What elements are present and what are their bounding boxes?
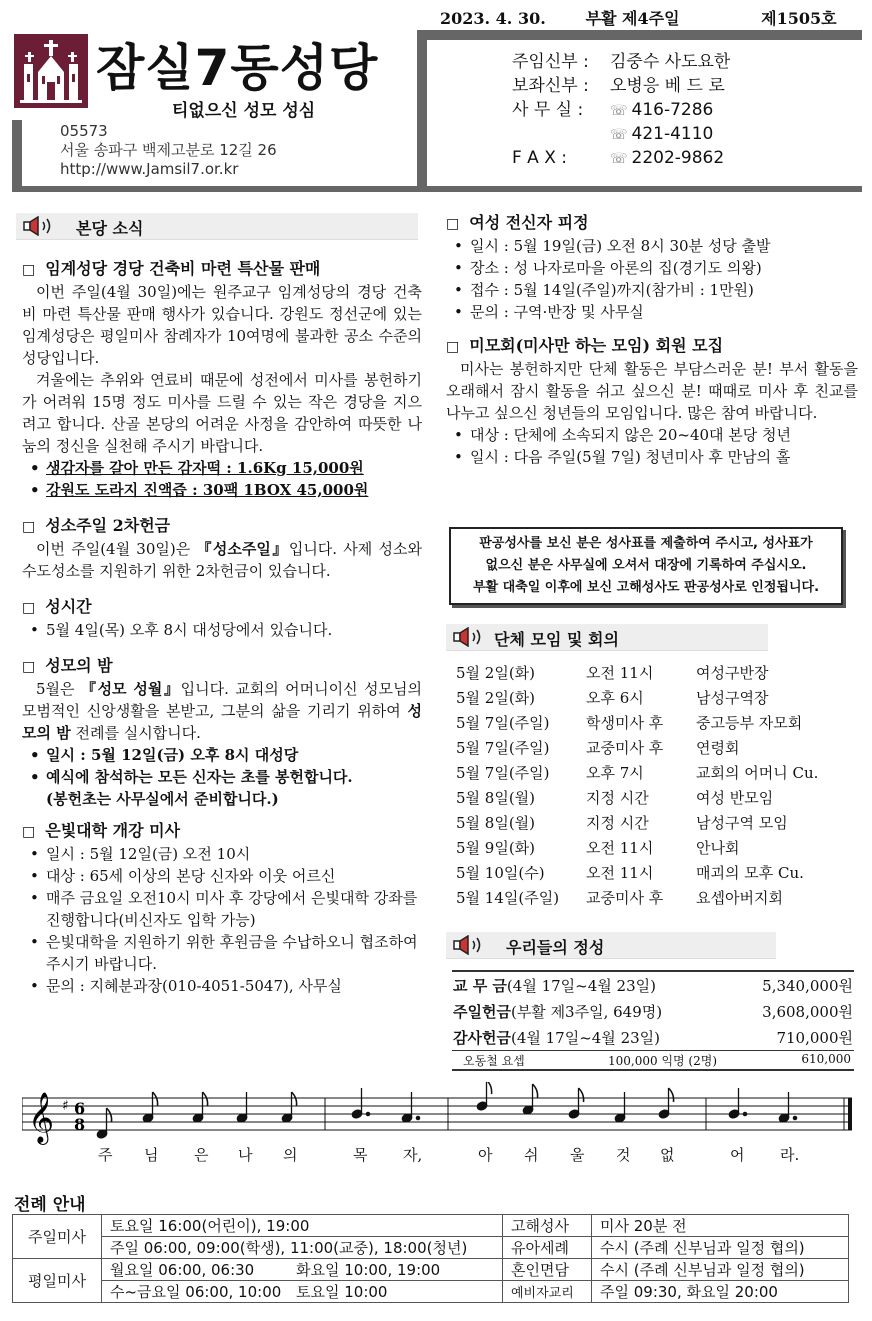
- text-run: 입니다. 교회의 어머니이신 성모님의 모범적인 신앙생활을 본받고, 그분의 삶을 기리기 위하여: [22, 680, 422, 720]
- note-flag: [153, 1092, 158, 1106]
- notice-line: 판공성사를 보신 분은 성사표를 제출하여 주시고, 성사표가: [479, 536, 813, 551]
- lyric-syllable: 없: [660, 1146, 675, 1164]
- square-bullet-icon: □: [22, 659, 36, 675]
- offering-row: [453, 975, 853, 996]
- website-link[interactable]: http://www.Jamsil7.or.kr: [60, 160, 239, 178]
- weekday-label: 평일미사: [13, 1259, 102, 1303]
- staff-row-office: [512, 98, 730, 122]
- right-value: 수시 (주례 신부님과 일정 협의): [592, 1237, 849, 1259]
- sunday-row1: 토요일 16:00(어린이), 19:00: [102, 1215, 503, 1237]
- lyric-syllable: 목: [353, 1146, 368, 1164]
- note-flag: [487, 1082, 492, 1094]
- table-row: [13, 1215, 849, 1237]
- news-item-title: [22, 655, 422, 678]
- staff-list: [512, 50, 730, 170]
- address-block: [60, 122, 277, 179]
- lyric-syllable: 아: [478, 1146, 493, 1164]
- list-item: • 생감자를 갈아 만든 감자떡 : 1.6Kg 15,000원: [22, 457, 422, 479]
- list-item: • 문의 : 지혜분과장(010-4051-5047), 사무실: [22, 975, 422, 997]
- note-dot: [416, 1116, 420, 1120]
- schedule-date: 5월 2일(화): [456, 689, 536, 707]
- offering-rule-bottom: [452, 1069, 854, 1071]
- offering-detail: (4월 17일~4월 23일): [510, 1029, 660, 1047]
- staff-row-office2: [512, 122, 730, 146]
- staff-row-fax: [512, 146, 730, 170]
- note-dot: [743, 1112, 747, 1116]
- lyric-syllable: 울: [570, 1146, 585, 1164]
- schedule-time: 오전 11시: [586, 664, 654, 682]
- section-offering-header: [446, 932, 776, 959]
- schedule-time: 오전 11시: [586, 864, 654, 882]
- offering-sub-amount: 610,000: [801, 1052, 851, 1066]
- staff-row-pastor: [512, 50, 730, 74]
- schedule-group: 여성구반장: [696, 664, 769, 682]
- liturgy-title: 전례 안내: [14, 1195, 86, 1215]
- schedule-time: 교중미사 후: [586, 889, 664, 907]
- list-item: • 장소 : 성 나자로마을 아론의 집(경기도 의왕): [446, 257, 858, 279]
- notice-line: 없으신 분은 사무실에 오셔서 대장에 기록하여 주십시오.: [485, 558, 807, 573]
- list-item: • 예식에 참석하는 모든 신자는 초를 봉헌합니다.: [22, 766, 422, 788]
- offering-row: [453, 1001, 853, 1022]
- schedule-time: 오전 11시: [586, 839, 654, 857]
- page-subtitle: 티없으신 성모 성심: [172, 101, 316, 121]
- note-flag: [107, 1108, 112, 1122]
- schedule-date: 5월 9일(화): [456, 839, 536, 857]
- schedule-group: 교회의 어머니 Cu.: [696, 764, 819, 782]
- schedule-group: 매괴의 모후 Cu.: [696, 864, 804, 882]
- table-row: [13, 1281, 849, 1303]
- list-item: • 은빛대학을 지원하기 위한 후원금을 수납하오니 협조하여 주시기 바랍니다.: [22, 931, 422, 975]
- schedule-date: 5월 7일(주일): [456, 764, 550, 782]
- phone-icon: ☏: [610, 127, 628, 143]
- staff-value: 2202-9862: [631, 148, 725, 168]
- phone-icon: ☏: [610, 151, 628, 167]
- heading-text: 임계성당 경당 건축비 마련 특산물 판매: [45, 259, 321, 278]
- schedule-date: 5월 7일(주일): [456, 739, 550, 757]
- lyric-syllable: 님: [144, 1146, 159, 1164]
- time-sig-bottom: 8: [74, 1115, 86, 1134]
- street-address: 서울 송파구 백제고분로 12길 26: [60, 141, 277, 159]
- heading-text: 은빛대학 개강 미사: [45, 821, 181, 840]
- schedule-date: 5월 14일(주일): [456, 889, 560, 907]
- right-value: 주일 09:30, 화요일 20:00: [592, 1281, 849, 1303]
- issue-week: 부활 제4주일: [585, 9, 680, 28]
- schedule-time: 오후 6시: [586, 689, 644, 707]
- staff-value: 오병응 베 드 로: [610, 76, 725, 96]
- list-item: • 매주 금요일 오전10시 미사 후 강당에서 은빛대학 강좌를 진행합니다(비신자도 입학 가능): [22, 887, 422, 931]
- right-value: 수시 (주례 신부님과 일정 협의): [592, 1259, 849, 1281]
- issue-line: [440, 6, 860, 29]
- news-item-title: [22, 596, 422, 619]
- sunday-row2: 주일 06:00, 09:00(학생), 11:00(교중), 18:00(청년): [102, 1237, 503, 1259]
- confession-notice-box: [449, 527, 843, 605]
- offering-sub-mid: 100,000 익명 (2명): [608, 1054, 718, 1068]
- paragraph: [22, 678, 422, 744]
- page-title: 잠실7동성당: [96, 39, 379, 97]
- issue-date: 2023. 4. 30.: [440, 9, 546, 28]
- section-groups-header: [446, 624, 768, 651]
- schedule-group: 남성구역 모임: [696, 814, 788, 832]
- table-row: [13, 1259, 849, 1281]
- square-bullet-icon: □: [446, 216, 460, 232]
- hymn-staff: [22, 1082, 858, 1182]
- paragraph: 겨울에는 추위와 연료비 때문에 성전에서 미사를 봉헌하기가 어려워 15명 정도 미사를 드릴 수 있는 작은 경당을 지으려고 합니다. 산골 본당의 어려운 사정을 감안하여 따뜻한 나눔의 정신을 실천해 주시기 바랍니다.: [22, 371, 422, 455]
- svg-text:𝄞: 𝄞: [28, 1092, 55, 1143]
- issue-number: 제1505호: [761, 9, 837, 28]
- offering-detail: (부활 제3주일, 649명): [510, 1003, 663, 1021]
- heading-text: 여성 전신자 피정: [469, 213, 589, 232]
- speaker-icon: [452, 627, 486, 651]
- heading-text: 성시간: [45, 597, 92, 616]
- note-dot: [366, 1112, 370, 1116]
- lyric-syllable: 자,: [403, 1146, 423, 1164]
- schedule-time: 지정 시간: [586, 789, 649, 807]
- offering-label: 감사헌금: [453, 1029, 511, 1047]
- lyric-syllable: 쉬: [524, 1146, 539, 1164]
- list-item: • 5월 4일(목) 오후 8시 대성당에서 있습니다.: [22, 619, 422, 641]
- section-news-title: 본당 소식: [76, 219, 144, 238]
- square-bullet-icon: □: [22, 262, 36, 278]
- news-item-title: [22, 515, 422, 538]
- offering-label: 교 무 금: [453, 977, 507, 995]
- section-news-header: [16, 213, 418, 240]
- speaker-icon: [22, 216, 56, 240]
- right-label: 혼인면담: [503, 1259, 592, 1281]
- right-label: 유아세례: [503, 1237, 592, 1259]
- schedule-date: 5월 10일(수): [456, 864, 545, 882]
- right-label: 예비자교리: [503, 1281, 592, 1303]
- square-bullet-icon: □: [446, 339, 460, 355]
- list-item: • 일시 : 5월 19일(금) 오전 8시 30분 성당 출발: [446, 235, 858, 257]
- schedule-date: 5월 2일(화): [456, 664, 536, 682]
- lyric-syllable: 것: [616, 1146, 631, 1164]
- weekday-time: 수~금요일 06:00, 10:00: [110, 1283, 282, 1301]
- mimo-title: [446, 335, 858, 358]
- time-sig-top: 6: [74, 1099, 86, 1118]
- heading-text: 성모의 밤: [45, 656, 113, 675]
- list-item: • 문의 : 구역·반장 및 사무실: [446, 301, 858, 323]
- text-run: 성모의 밤: [22, 702, 422, 742]
- list-item-continued: (봉헌초는 사무실에서 준비합니다.): [46, 790, 279, 808]
- right-label: 고해성사: [503, 1215, 592, 1237]
- staff-key: 주임신부 :: [512, 52, 589, 72]
- zip-code: 05573: [60, 122, 108, 140]
- offering-label: 주일헌금: [453, 1003, 511, 1021]
- note-dot: [793, 1116, 797, 1120]
- schedule-group: 안나회: [696, 839, 740, 857]
- note-flag: [669, 1088, 674, 1102]
- speaker-icon: [452, 935, 486, 959]
- offering-rule-top: [452, 970, 854, 972]
- schedule-group: 중고등부 자모회: [696, 714, 803, 732]
- weekday-row2: [102, 1281, 503, 1303]
- schedule-group: 요셉아버지회: [696, 889, 783, 907]
- staff-row-assistant: [512, 74, 730, 98]
- text-run: 입니다. 사제 성소와 수도성소를 지원하기 위한 2차헌금이 있습니다.: [22, 540, 422, 580]
- note-flag: [579, 1088, 584, 1102]
- text-run: 전례를 실시합니다.: [70, 724, 201, 742]
- schedule-date: 5월 7일(주일): [456, 714, 550, 732]
- paragraph: [22, 538, 422, 582]
- list-item: • 일시 : 5월 12일(금) 오전 10시: [22, 843, 422, 865]
- text-run: 5월은: [36, 680, 81, 698]
- list-item: • 접수 : 5월 14일(주일)까지(참가비 : 1만원): [446, 279, 858, 301]
- schedule-date: 5월 8일(월): [456, 814, 536, 832]
- staff-key: F A X :: [512, 148, 567, 168]
- lyric-syllable: 나: [238, 1146, 253, 1164]
- schedule-group: 여성 반모임: [696, 789, 774, 807]
- news-column: [22, 250, 422, 997]
- lyric-syllable: 주: [98, 1146, 113, 1164]
- schedule-date: 5월 8일(월): [456, 789, 536, 807]
- list-item: • 일시 : 5월 12일(금) 오후 8시 대성당: [22, 744, 422, 766]
- staff-value: 416-7286: [631, 100, 714, 120]
- text-run: 이번 주일(4월 30일)은: [36, 540, 197, 558]
- retreat-title: [446, 212, 858, 235]
- note-flag: [533, 1084, 538, 1098]
- list-item: • 대상 : 65세 이상의 본당 신자와 이웃 어르신: [22, 865, 422, 887]
- list-item: • 일시 : 다음 주일(5월 7일) 청년미사 후 만남의 홀: [446, 446, 858, 468]
- svg-text:♯: ♯: [62, 1098, 69, 1114]
- offering-rule-mid: [452, 1050, 854, 1051]
- schedule-group: 연령회: [696, 739, 740, 757]
- weekday-time: 월요일 06:00, 06:30: [110, 1261, 255, 1279]
- heading-text: 미모회(미사만 하는 모임) 회원 모집: [469, 336, 724, 355]
- staff-key: 사 무 실 :: [512, 100, 584, 120]
- heading-text: 성소주일 2차헌금: [45, 516, 171, 535]
- right-value: 미사 20분 전: [592, 1215, 849, 1237]
- lyric-syllable: 은: [194, 1146, 209, 1164]
- offering-amount: 3,608,000원: [762, 1003, 853, 1021]
- offering-row: [453, 1027, 853, 1048]
- right-column: [446, 204, 858, 468]
- section-groups-title: 단체 모임 및 회의: [494, 630, 619, 649]
- news-item-title: [22, 820, 422, 843]
- offering-sub-name: 오동철 요셉: [463, 1054, 525, 1068]
- church-logo-icon: [14, 34, 88, 108]
- lyric-syllable: 라.: [780, 1146, 800, 1164]
- staff-value: 김중수 사도요한: [610, 52, 731, 72]
- note-flag: [292, 1092, 297, 1106]
- staff-value: 421-4110: [631, 124, 714, 144]
- news-item-title: [22, 258, 422, 281]
- lyric-syllable: 어: [730, 1146, 745, 1164]
- list-item: • 강원도 도라지 진액즙 : 30팩 1BOX 45,000원: [22, 479, 422, 501]
- paragraph: 이번 주일(4월 30일)에는 원주교구 임계성당의 경당 건축비 마련 특산물 판매 행사가 있습니다. 강원도 정선군에 있는 임계성당은 평일미사 참례자가 10여명에 불과한 공소 수준의 성당입니다.: [22, 283, 422, 367]
- schedule-time: 오후 7시: [586, 764, 644, 782]
- offering-amount: 710,000원: [776, 1029, 853, 1047]
- text-run: 『성소주일』: [196, 540, 289, 558]
- phone-icon: ☏: [610, 103, 628, 119]
- weekday-time: 토요일 10:00: [296, 1283, 388, 1301]
- offering-amount: 5,340,000원: [762, 977, 853, 995]
- sunday-label: 주일미사: [13, 1215, 102, 1259]
- square-bullet-icon: □: [22, 519, 36, 535]
- schedule-time: 지정 시간: [586, 814, 649, 832]
- schedule-group: 남성구역장: [696, 689, 769, 707]
- square-bullet-icon: □: [22, 824, 36, 840]
- section-offering-title: 우리들의 정성: [506, 938, 605, 957]
- schedule-time: 교중미사 후: [586, 739, 664, 757]
- table-row: [13, 1237, 849, 1259]
- liturgy-table: [12, 1214, 849, 1303]
- list-item: • 대상 : 단체에 소속되지 않은 20~40대 본당 청년: [446, 424, 858, 446]
- note-flag: [203, 1092, 208, 1106]
- notice-line: 부활 대축일 이후에 보신 고해성사도 판공성사로 인정됩니다.: [472, 580, 820, 595]
- music-notation: [22, 1082, 858, 1182]
- paragraph: 미사는 봉헌하지만 단체 활동은 부담스러운 분! 부서 활동을 오래해서 잠시 활동을 쉬고 싶으신 분! 때때로 미사 후 친교를 나누고 싶으신 청년들의 모임입니다. 많은 참여 바랍니다.: [446, 360, 858, 422]
- schedule-time: 학생미사 후: [586, 714, 664, 732]
- text-run: 『성모 성월』: [80, 680, 181, 698]
- weekday-time: 화요일 10:00, 19:00: [296, 1261, 441, 1279]
- offering-detail: (4월 17일~4월 23일): [506, 977, 656, 995]
- lyric-syllable: 의: [283, 1146, 298, 1164]
- square-bullet-icon: □: [22, 600, 36, 616]
- weekday-row1: [102, 1259, 503, 1281]
- staff-key: 보좌신부 :: [512, 76, 589, 96]
